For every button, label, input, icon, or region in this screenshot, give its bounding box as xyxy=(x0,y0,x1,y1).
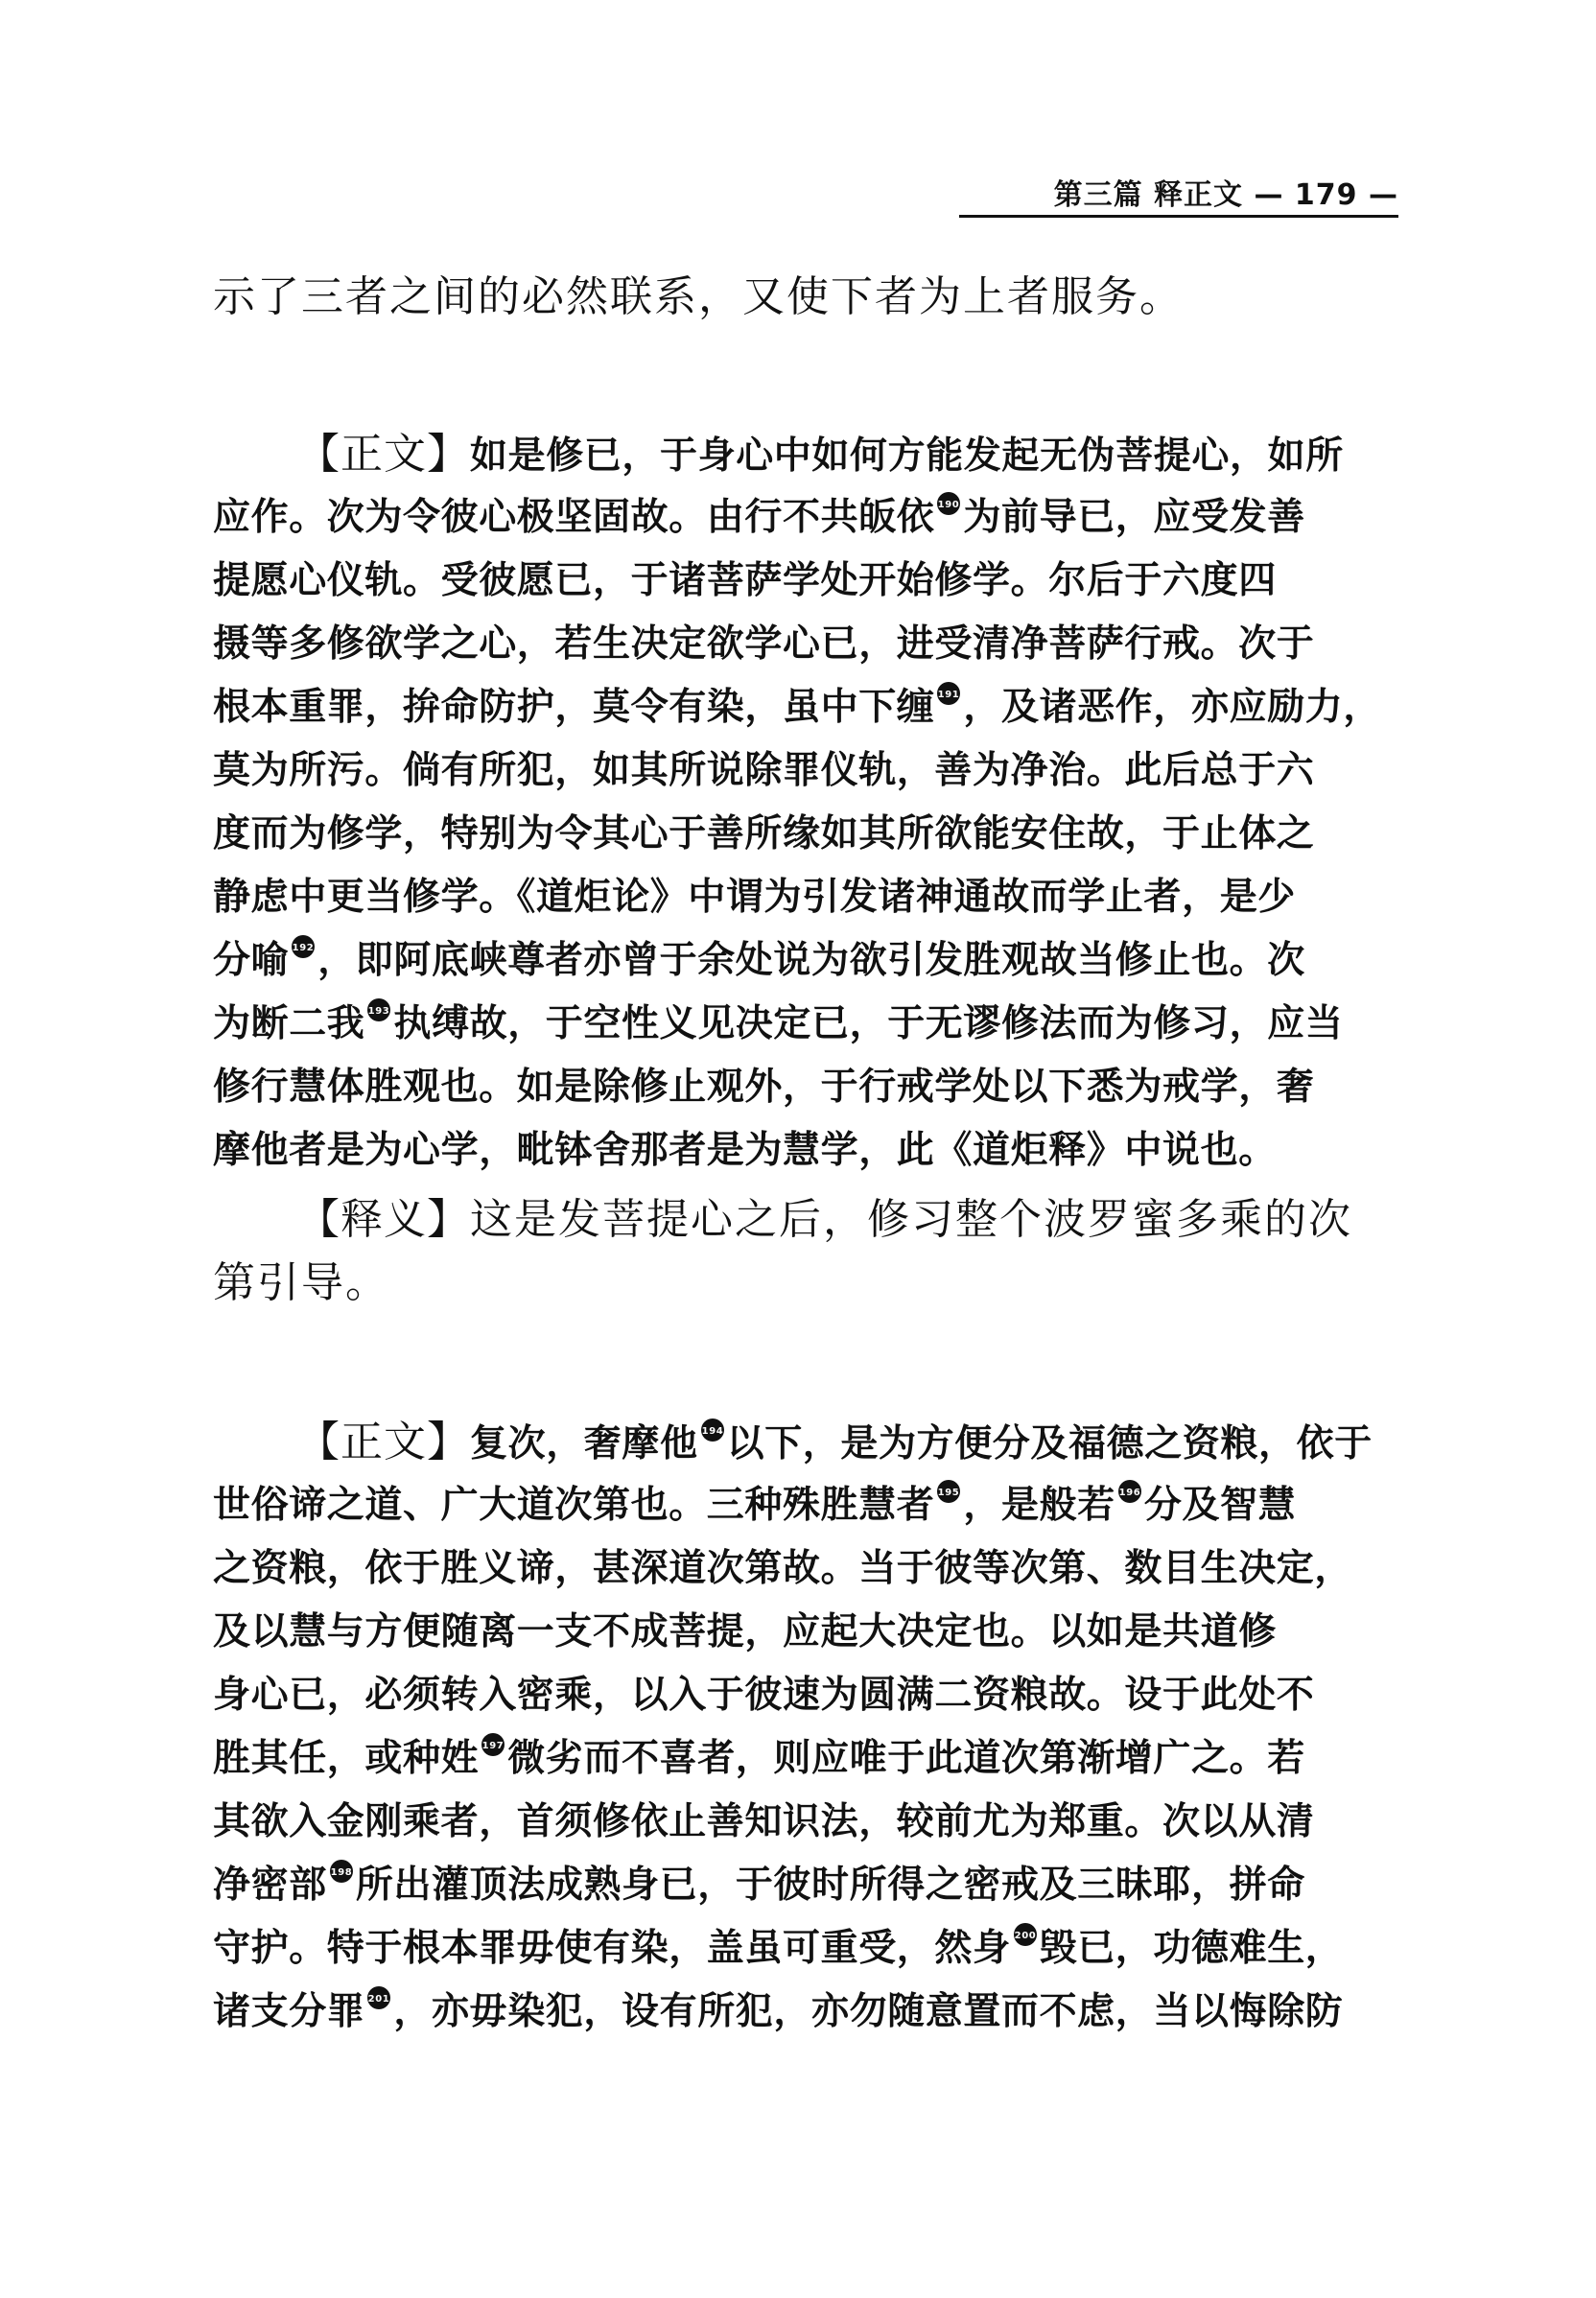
footnote-marker[interactable] xyxy=(1013,1922,1038,1947)
svg-text:195: 195 xyxy=(938,1488,960,1498)
svg-text:192: 192 xyxy=(292,943,315,953)
text-line: 身心已，必须转入密乘，以入于彼速为圆满二资粮故。设于此处不 xyxy=(213,1674,1315,1717)
text-line: 提愿心仪轨。受彼愿已，于诸菩萨学处开始修学。尔后于六度四 xyxy=(213,559,1277,602)
text-line: 诸支分罪 201 ，亦毋染犯，设有所犯，亦勿随意置而不虑，当以悔除防 xyxy=(213,1981,1402,2043)
svg-text:194: 194 xyxy=(701,1426,723,1437)
text-line: 根本重罪，拚命防护，莫令有染，虽中下缠 191 ，及诸恶作，亦应励力， xyxy=(213,677,1402,739)
svg-text:193: 193 xyxy=(368,1006,390,1017)
text-line: 【释义】这是发菩提心之后，修习整个波罗蜜多乘的次 xyxy=(297,1195,1352,1244)
text-line: 净密部 198 所出灌顶法成熟身已，于彼时所得之密戒及三昧耶，拼命 xyxy=(213,1855,1402,1916)
text-line: 守护。特于根本罪毋使有染，盖虽可重受，然身 200 毁已，功德难生， xyxy=(213,1918,1402,1980)
footnote-marker[interactable] xyxy=(936,1479,961,1504)
svg-text:197: 197 xyxy=(481,1741,505,1751)
footnote-marker[interactable] xyxy=(329,1859,354,1884)
running-header: 第三篇 释正文 — 179 — xyxy=(1053,178,1398,212)
svg-text:198: 198 xyxy=(330,1867,353,1878)
text-line: 莫为所污。倘有所犯，如其所说除罪仪轨，善为净治。此后总于六 xyxy=(213,749,1315,792)
text-line: 之资粮，依于胜义谛，甚深道次第故。当于彼等次第、数目生决定， xyxy=(213,1547,1353,1590)
section-tag: 【正文】 xyxy=(297,430,470,479)
text-line: 及以慧与方便随离一支不成菩提，应起大决定也。以如是共道修 xyxy=(213,1610,1277,1653)
section-tag: 【正文】 xyxy=(297,1418,470,1466)
svg-text:190: 190 xyxy=(938,500,960,510)
text-line: 【正文】复次，奢摩他 194 以下，是为方便分及福德之资粮，依于 xyxy=(297,1418,1373,1466)
footnote-marker[interactable] xyxy=(1117,1479,1142,1504)
footnote-marker[interactable] xyxy=(700,1418,725,1442)
svg-text:196: 196 xyxy=(1118,1488,1141,1498)
text-line: 修行慧体胜观也。如是除修止观外，于行戒学处以下悉为戒学，奢 xyxy=(213,1066,1315,1109)
text-line: 摄等多修欲学之心，若生决定欲学心已，进受清净菩萨行戒。次于 xyxy=(213,622,1315,666)
footnote-marker[interactable] xyxy=(936,681,961,706)
svg-text:191: 191 xyxy=(938,690,960,700)
text-line: 应作。次为令彼心极坚固故。由行不共皈依 190 为前导已，应受发善 xyxy=(213,487,1402,549)
text-line: 其欲入金刚乘者，首须修依止善知识法，较前尤为郑重。次以从清 xyxy=(213,1800,1315,1843)
text-line: 度而为修学，特别为令其心于善所缘如其所欲能安住故，于止体之 xyxy=(213,812,1315,856)
svg-text:201: 201 xyxy=(368,1994,390,2005)
text-line: 示了三者之间的必然联系，又使下者为上者服务。 xyxy=(213,272,1184,321)
text-line: 世俗谛之道、广大道次第也。三种殊胜慧者 195 ，是般若 196 分及智慧 xyxy=(213,1475,1402,1536)
footnote-marker[interactable] xyxy=(291,934,316,959)
header-rule xyxy=(959,215,1398,218)
footnote-marker[interactable] xyxy=(481,1732,505,1757)
text-line: 摩他者是为心学，毗钵舍那者是为慧学，此《道炬释》中说也。 xyxy=(213,1129,1277,1172)
text-line: 静虑中更当修学。《道炬论》中谓为引发诸神通故而学止者，是少 xyxy=(213,876,1296,919)
text-line: 胜其任，或种姓 197 微劣而不喜者，则应唯于此道次第渐增广之。若 xyxy=(213,1728,1402,1790)
section-tag: 【释义】 xyxy=(297,1195,470,1244)
svg-text:200: 200 xyxy=(1014,1931,1036,1941)
text-line: 分喻 192 ，即阿底峡尊者亦曾于余处说为欲引发胜观故当修止也。次 xyxy=(213,930,1402,992)
text-line: 第引导。 xyxy=(213,1258,389,1307)
footnote-marker[interactable] xyxy=(936,491,961,516)
text-line: 【正文】如是修已，于身心中如何方能发起无伪菩提心，如所 xyxy=(297,430,1344,479)
text-line: 为断二我 193 执缚故，于空性义见决定已，于无谬修法而为修习，应当 xyxy=(213,994,1402,1055)
footnote-marker[interactable] xyxy=(366,1985,391,2010)
footnote-marker[interactable] xyxy=(366,997,391,1022)
